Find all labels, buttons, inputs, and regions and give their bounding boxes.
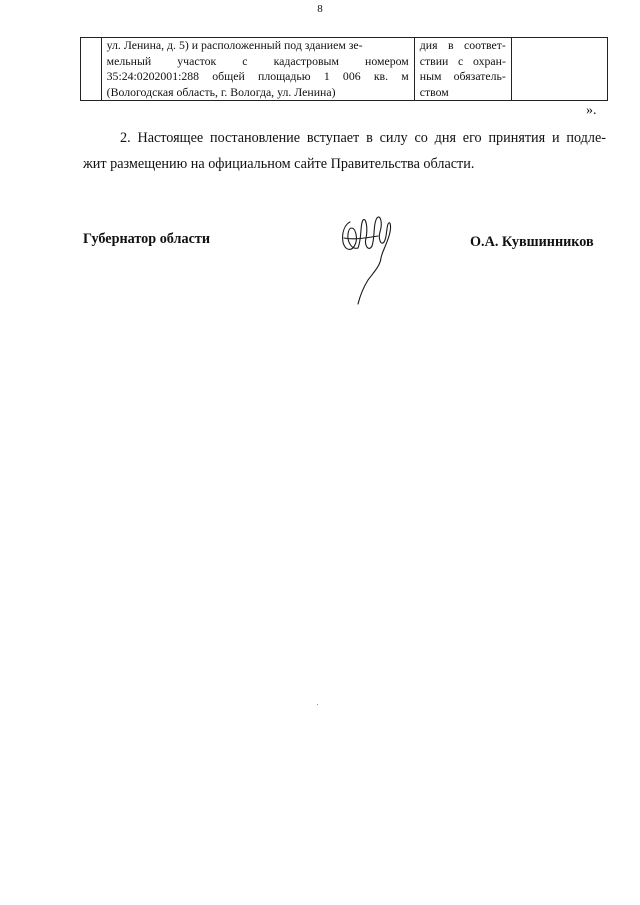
closing-quote: ». [586,103,597,118]
paragraph-line: жит размещению на официальном сайте Правительства области. [83,156,475,172]
table-row [81,38,608,101]
objects-table [80,37,608,101]
scan-speck [317,704,318,705]
page-number: 8 [317,3,323,15]
handwritten-signature-icon [336,208,396,308]
cell-empty [511,38,607,101]
paragraph-line: 2. Настоящее постановление вступает в силу со дня его принятия и подле- [120,130,606,146]
cell-object-description [101,38,414,101]
requirement-line: дия в соответ- [419,38,506,52]
description-line: ул. Ленина, д. 5) и расположенный под зданием зе- [106,38,363,52]
requirement-line: ством [419,84,449,99]
requirement-line: ствии с охран- [419,53,506,68]
cell-requirements [414,38,511,101]
description-line: 35:24:0202001:288 общей площадью 1 006 кв. м [106,69,409,83]
signer-name: О.А. Кувшинников [470,234,594,250]
decree-paragraph-2 [83,125,606,177]
cell-row-number [81,38,102,101]
signer-title: Губернатор области [83,231,211,247]
description-line: мельный участок с кадастровым номером [106,53,409,68]
requirement-line: ным обязатель- [419,69,506,83]
description-line: (Вологодская область, г. Вологда, ул. Ленина) [106,84,336,99]
